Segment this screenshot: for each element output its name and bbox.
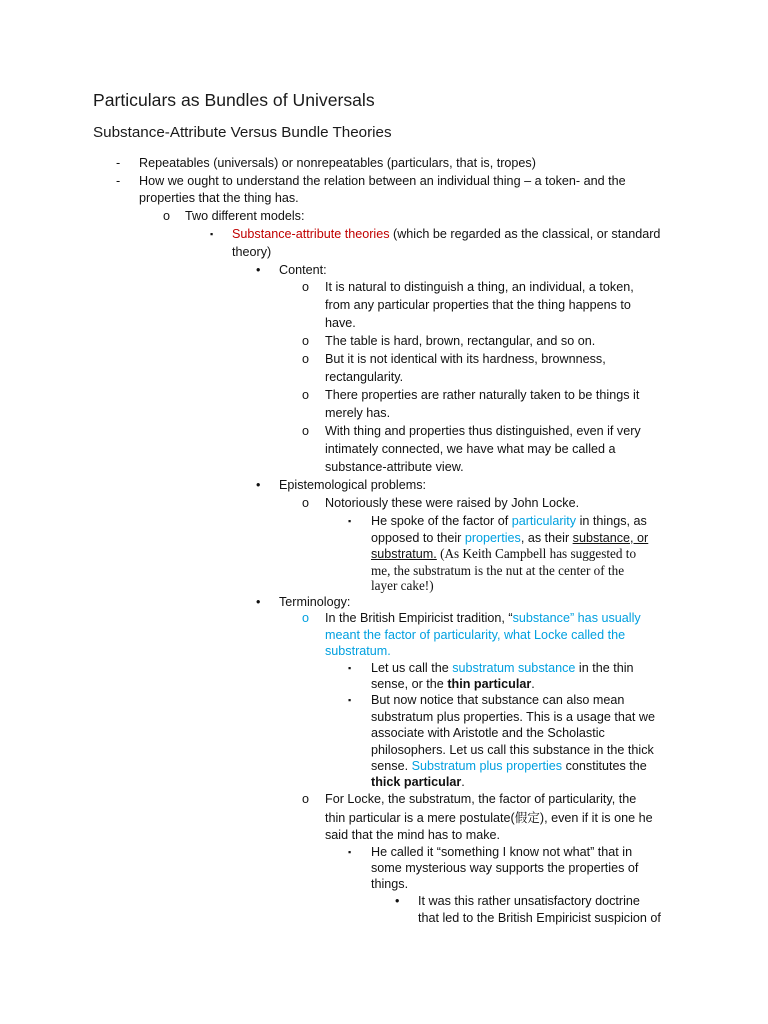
page-title: Particulars as Bundles of Universals	[93, 90, 375, 110]
dot-bullet: •	[395, 894, 400, 908]
list-item-text: that led to the British Empiricist suspicion of	[418, 911, 661, 925]
list-item-text	[232, 226, 660, 243]
dash-bullet: -	[116, 156, 121, 170]
list-item-text	[371, 758, 647, 775]
serif-text: (As Keith Campbell has suggested to	[436, 546, 637, 561]
list-item-text: things.	[371, 877, 409, 891]
list-item-text: properties that the thing has.	[139, 191, 299, 205]
underlined-text: substratum.	[371, 547, 437, 561]
list-item-text: layer cake!)	[371, 578, 434, 593]
list-item-text: substratum plus properties. This is a usage that we	[371, 710, 655, 724]
list-item-text: philosophers. Let us call this substance in the thick	[371, 743, 654, 757]
circle-bullet: o	[302, 496, 310, 510]
list-item-text: some mysterious way supports the properties of	[371, 861, 639, 875]
list-item-text: For Locke, the substratum, the factor of particularity, the	[325, 792, 637, 806]
text-span: sense, or the	[371, 677, 448, 691]
text-span: in the thin	[575, 661, 634, 675]
square-bullet: ▪	[348, 663, 352, 673]
circle-bullet: o	[302, 334, 310, 348]
list-item-text	[371, 513, 647, 530]
list-item-text: have.	[325, 316, 356, 330]
list-item-text: from any particular properties that the thing happens to	[325, 298, 631, 312]
highlight-blue-text: substratum substance	[452, 661, 576, 675]
list-item-text: Epistemological problems:	[279, 478, 426, 492]
list-item-text: theory)	[232, 245, 272, 259]
list-item-text: There properties are rather naturally taken to be things it	[325, 388, 640, 402]
square-bullet: ▪	[348, 847, 352, 857]
list-item-text	[371, 660, 634, 677]
bold-text: thick particular	[371, 775, 462, 789]
list-item-text	[371, 546, 636, 563]
list-item-text: intimately connected, we have what may be called a	[325, 442, 616, 456]
list-item-text: me, the substratum is the nut at the center of the	[371, 563, 625, 578]
square-bullet: ▪	[210, 229, 214, 239]
list-item-text: Two different models:	[185, 209, 305, 223]
circle-bullet: o	[302, 388, 310, 402]
list-item-text: merely has.	[325, 406, 391, 420]
circle-bullet: o	[163, 209, 171, 223]
list-item-text: rectangularity.	[325, 370, 404, 384]
list-item-text: Repeatables (universals) or nonrepeatables (particulars, that is, tropes)	[139, 156, 536, 170]
list-item-text: thin particular is a mere postulate(假定), even if it is one he	[325, 811, 653, 825]
list-item-text: How we ought to understand the relation between an individual thing – a token- and the	[139, 174, 626, 188]
list-item-text: It is natural to distinguish a thing, an individual, a token,	[325, 280, 634, 294]
highlight-red-text: Substance-attribute theories	[232, 227, 390, 241]
text-span: opposed to their	[371, 531, 465, 545]
list-item-text: But now notice that substance can also mean	[371, 693, 625, 707]
text-span: He spoke of the factor of	[371, 514, 512, 528]
circle-bullet: o	[302, 424, 310, 438]
list-item-text	[371, 774, 465, 791]
list-item-text: associate with Aristotle and the Scholastic	[371, 726, 605, 740]
list-item-text	[325, 610, 641, 627]
list-item-text	[371, 530, 648, 547]
list-item-text: Terminology:	[279, 595, 351, 609]
circle-bullet: o	[302, 280, 310, 294]
circle-bullet: o	[302, 792, 310, 806]
list-item-text: He called it “something I know not what” that in	[371, 845, 633, 859]
text-span: sense.	[371, 759, 412, 773]
section-heading: Substance-Attribute Versus Bundle Theories	[93, 124, 392, 141]
dot-bullet: •	[256, 478, 261, 492]
highlight-blue-text: Substratum plus properties	[411, 759, 563, 773]
highlight-blue-text: meant the factor of particularity, what Locke called the	[325, 628, 626, 642]
square-bullet: ▪	[348, 516, 352, 526]
list-item-text: With thing and properties thus distinguished, even if very	[325, 424, 641, 438]
text-span: in things, as	[576, 514, 647, 528]
text-span: constitutes the	[562, 759, 647, 773]
text-span: , as their	[520, 531, 573, 545]
list-item-text: substance-attribute view.	[325, 460, 464, 474]
dot-bullet: •	[256, 263, 261, 277]
circle-bullet: o	[302, 611, 310, 625]
text-span: (which be regarded as the classical, or standard	[389, 227, 661, 241]
list-item-text	[371, 676, 535, 693]
underlined-text: substance, or	[572, 531, 649, 545]
bold-text: thin particular	[447, 677, 532, 691]
highlight-blue-text: substratum.	[325, 644, 391, 658]
highlight-blue-text: substance” has usually	[512, 611, 641, 625]
list-item-text: The table is hard, brown, rectangular, and so on.	[325, 334, 596, 348]
text-span: Let us call the	[371, 661, 453, 675]
text-span: .	[461, 775, 465, 789]
dot-bullet: •	[256, 595, 261, 609]
list-item-text: said that the mind has to make.	[325, 828, 501, 842]
list-item-text: But it is not identical with its hardness, brownness,	[325, 352, 606, 366]
list-item-text: It was this rather unsatisfactory doctrine	[418, 894, 640, 908]
dash-bullet: -	[116, 174, 121, 188]
text-span: In the British Empiricist tradition, “	[325, 611, 513, 625]
highlight-blue-text: particularity	[511, 514, 577, 528]
square-bullet: ▪	[348, 695, 352, 705]
circle-bullet: o	[302, 352, 310, 366]
text-span: .	[531, 677, 535, 691]
list-item-text: Content:	[279, 263, 327, 277]
list-item-text: Notoriously these were raised by John Locke.	[325, 496, 580, 510]
highlight-blue-text: properties	[464, 531, 521, 545]
